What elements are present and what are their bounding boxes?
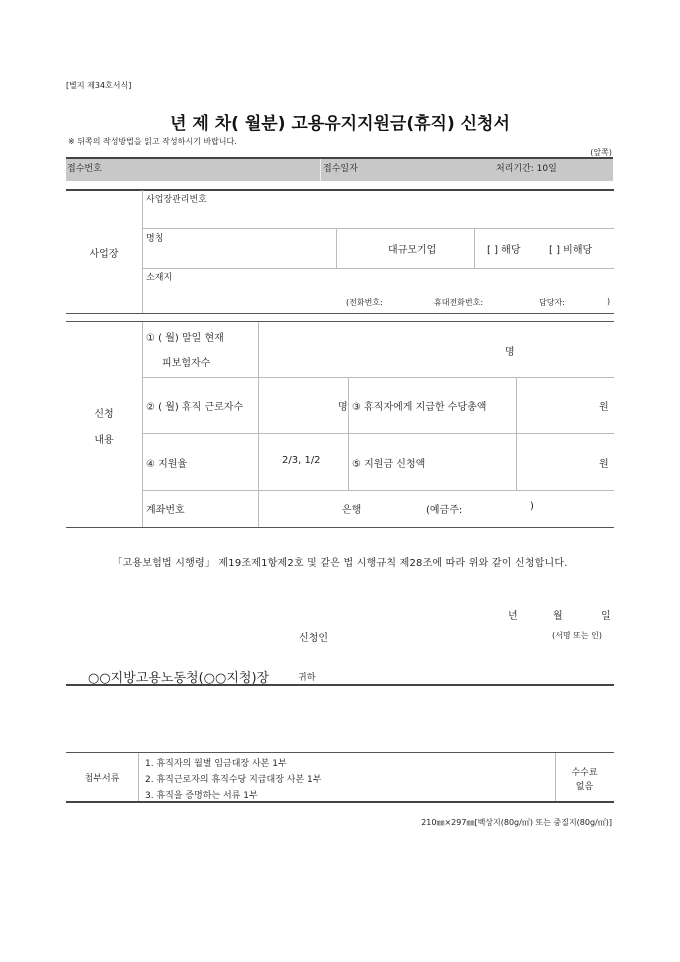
form-number: [별지 제34호서식] [66, 81, 132, 90]
business-top-border [66, 189, 614, 191]
receipt-date-label: 접수일자 [323, 164, 358, 174]
large-company-label: 대규모기업 [388, 245, 437, 256]
leave-workers-label: ② ( 월) 휴직 근로자수 [146, 402, 244, 413]
attachments-top-border [66, 752, 614, 753]
support-rate-value: 2/3, 1/2 [282, 455, 321, 466]
phone-label: (전화번호: [346, 298, 383, 307]
allowance-unit: 원 [599, 402, 609, 413]
receipt-divider [320, 159, 321, 181]
depositor-label: (예금주: [426, 505, 463, 516]
application-statement: 「고용보험법 시행령」 제19조제1항제2호 및 같은 법 시행규칙 제28조에 따라 위와 같이 신청합니다. [112, 558, 568, 569]
recipient-bottom-border [66, 684, 614, 686]
application-bottom-border [66, 527, 614, 528]
support-rate-label: ④ 지원율 [146, 459, 188, 470]
business-name-label: 명칭 [146, 234, 164, 244]
address-label: 소재지 [146, 273, 173, 283]
leave-workers-unit: 명 [338, 402, 348, 413]
business-row-divider-2 [142, 268, 614, 269]
mgmt-number-label: 사업장관리번호 [146, 195, 207, 205]
business-section-label: 사업장 [89, 249, 119, 260]
application-top-border [66, 321, 614, 322]
application-row-divider-3 [142, 490, 614, 491]
attachment-item-2: 2. 휴직근로자의 휴직수당 지급대장 사본 1부 [145, 775, 322, 785]
phone-close-paren: ) [607, 297, 611, 306]
applicable-checkbox[interactable]: [ ] 해당 [487, 245, 521, 256]
not-applicable-checkbox[interactable]: [ ] 비해당 [549, 245, 593, 256]
paper-spec: 210㎜×297㎜[백상지(80g/㎡) 또는 중질지(80g/㎡)] [421, 818, 612, 827]
attachment-item-1: 1. 휴직자의 월별 임금대장 사본 1부 [145, 759, 287, 769]
allowance-label: ③ 휴직자에게 지급한 수당총액 [352, 402, 487, 413]
application-row-divider-2 [142, 433, 614, 434]
subsidy-label: ⑤ 지원금 신청액 [352, 459, 426, 470]
large-company-divider [474, 229, 475, 269]
insured-count-label-2: 피보험자수 [162, 358, 211, 369]
date-month-label: 월 [553, 611, 563, 622]
attachments-bottom-border [66, 801, 614, 803]
date-year-label: 년 [508, 611, 518, 622]
application-section-label-1: 신청 [94, 409, 114, 420]
instruction-note: ※ 뒤쪽의 작성방법을 읽고 작성하시기 바랍니다. [68, 137, 237, 146]
application-row-divider-1 [142, 377, 614, 378]
mobile-label: 휴대전화번호: [434, 298, 484, 307]
fee-value: 없음 [575, 782, 594, 792]
subsidy-unit: 원 [599, 459, 609, 470]
signature-label: (서명 또는 인) [552, 631, 602, 640]
page-title: 년 제 차( 월분) 고용유지지원금(휴직) 신청서 [170, 114, 510, 134]
insured-count-label-1: ① ( 월) 말일 현재 [146, 333, 224, 344]
recipient-office: ○○지방고용노동청(○○지청)장 [88, 671, 270, 686]
application-section-label-2: 내용 [94, 435, 114, 446]
business-bottom-border [66, 313, 614, 314]
application-label-divider [142, 322, 143, 527]
depositor-close-paren: ) [530, 501, 534, 512]
account-number-label: 계좌번호 [146, 505, 185, 516]
receipt-number-label: 접수번호 [67, 164, 102, 174]
business-row-divider-1 [142, 228, 614, 229]
attachment-item-3: 3. 휴직을 증명하는 서류 1부 [145, 791, 258, 801]
attachments-label-divider [138, 753, 139, 801]
application-col-divider-3 [516, 378, 517, 490]
application-col-divider-1 [258, 322, 259, 527]
application-col-divider-2 [348, 378, 349, 490]
processing-period-label: 처리기간: 10일 [496, 164, 557, 174]
business-name-divider [336, 229, 337, 269]
fee-label: 수수료 [571, 768, 598, 778]
manager-label: 담당자: [539, 298, 565, 307]
attachments-label: 첨부서류 [84, 774, 120, 784]
recipient-suffix: 귀하 [298, 673, 316, 683]
bank-label: 은행 [342, 505, 362, 516]
insured-count-unit: 명 [505, 347, 515, 358]
page-side-label: (앞쪽) [590, 148, 612, 157]
applicant-label: 신청인 [299, 633, 328, 644]
date-day-label: 일 [601, 611, 611, 622]
business-label-divider [142, 190, 143, 313]
